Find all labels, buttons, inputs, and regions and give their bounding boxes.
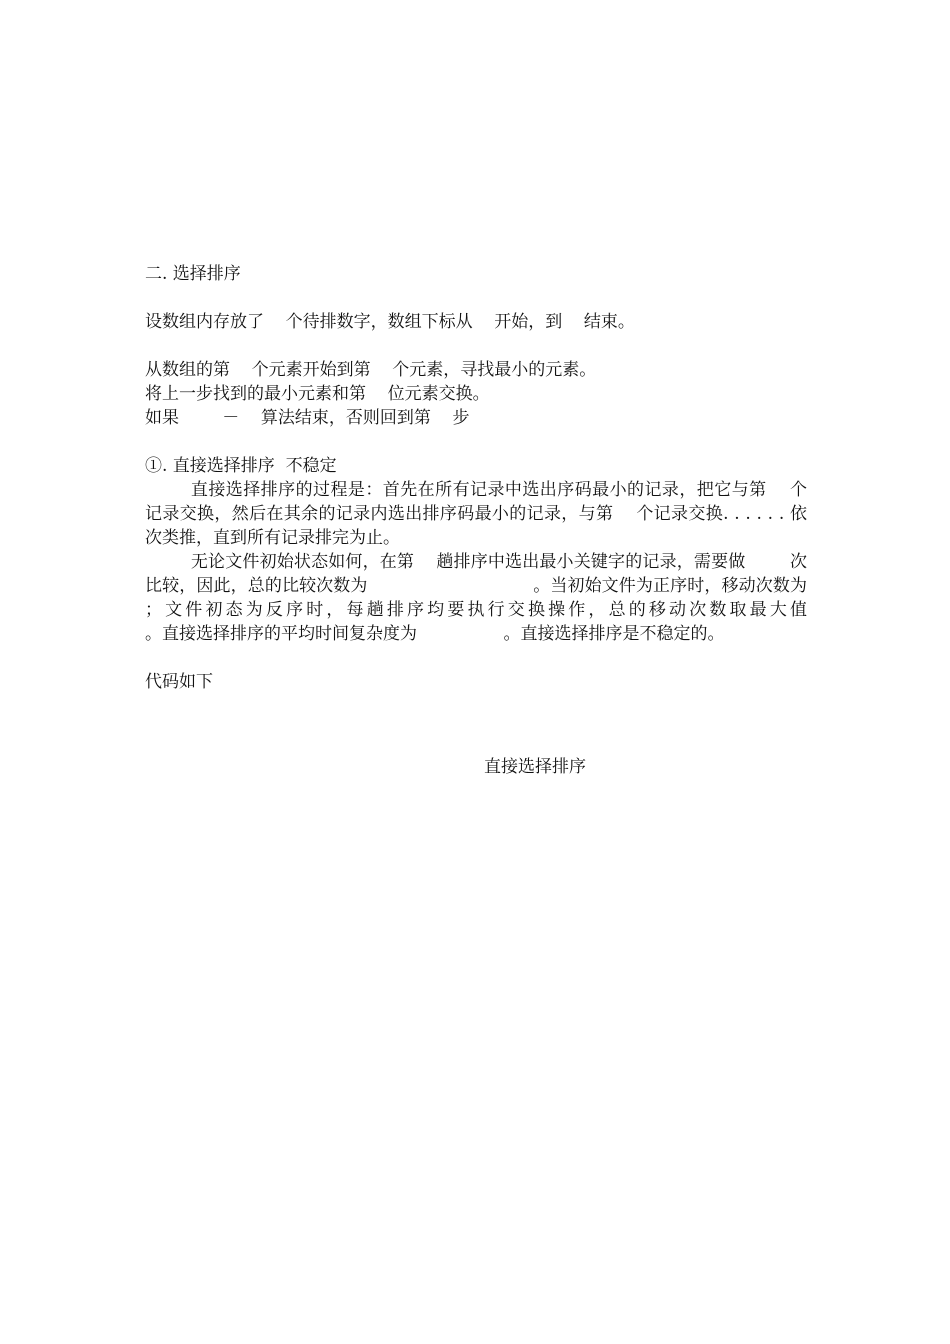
subsection-title: ①. 直接选择排序 不稳定 — [145, 456, 337, 476]
spacer — [145, 286, 807, 310]
spacer — [145, 334, 807, 358]
code-title: 直接选择排序 — [484, 757, 586, 777]
spacer — [145, 430, 807, 454]
intro-line: 设数组内存放了 个待排数字，数组下标从 开始，到 结束。 — [145, 312, 635, 332]
step-line-3: 如果 － 算法结束，否则回到第 步 — [145, 408, 470, 428]
step-line-2: 将上一步找到的最小元素和第 位元素交换。 — [145, 384, 490, 404]
paragraph-process: 直接选择排序的过程是：首先在所有记录中选出序码最小的记录，把它与第 个记录交换，然后在其余的记录内选出排序码最小的记录，与第 个记录交换. . . . . . 依次类推，直到所有记录排完为止。 — [145, 480, 807, 548]
spacer — [145, 646, 807, 670]
document-body — [145, 262, 894, 694]
step-line-1: 从数组的第 个元素开始到第 个元素，寻找最小的元素。 — [145, 360, 597, 380]
paragraph-complexity: 无论文件初始状态如何，在第 趟排序中选出最小关键字的记录，需要做 次比较，因此，总的比较次数为 。当初始文件为正序时，移动次数为 ；文件初态为反序时，每趟排序均要执行交换操作，总的移动次数取最大值 。直接选择排序的平均时间复杂度为 。直接选择排序是不稳定的。 — [145, 552, 894, 644]
code-label: 代码如下 — [145, 672, 213, 692]
section-title: 二. 选择排序 — [145, 264, 241, 284]
